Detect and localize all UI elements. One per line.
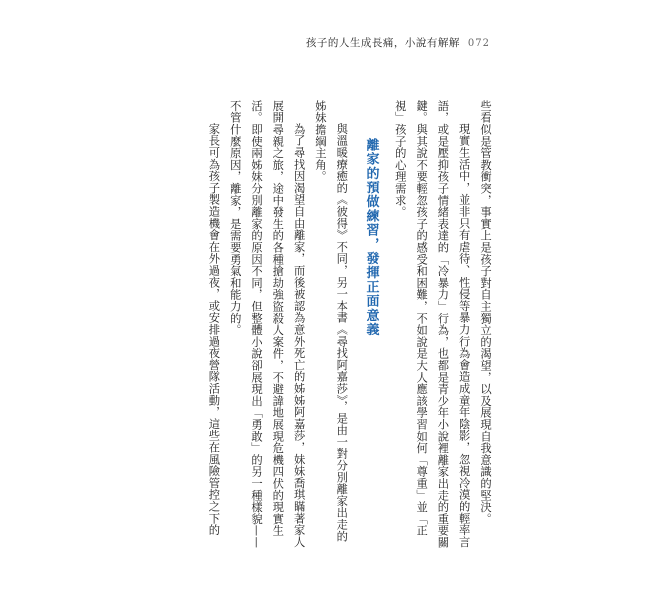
- paragraph-5: 家長可為孩子製造機會在外過夜，或安排過夜營隊活動，這些在風險管控之下的: [207, 122, 221, 536]
- paragraph-1: 些看似是管教衝突，事實上是孩子對自主獨立的渴望，以及展現自我意識的堅決。: [479, 100, 492, 525]
- book-title: 孩子的人生成長痛，小說有解解: [305, 37, 460, 49]
- page-number: 072: [467, 38, 490, 49]
- paragraph-3: 與溫暖療癒的《彼得》不同，另一本書《尋找阿嘉莎》，是由一對分別離家出走的姊妹擔綱主角。: [313, 100, 349, 542]
- running-header: [306, 35, 490, 50]
- paragraph-4: 為了尋找因渴望自由離家，而後被認為意外死亡的姊姊阿嘉莎，妹妹喬琪瞞著家人展開尋親之旅，途中發生的各種搶劫強盜殺人案件，不避諱地展現危機四伏的現實生活。即使兩姊妹分別離家的原因不同，但整體小說卻展現出「勇敢」的另一種樣貌——不管什麼原因，離家，是需要勇氣和能力的。: [228, 100, 306, 549]
- paragraph-2: 現實生活中，並非只有虐待、性侵等暴力行為會造成童年陰影，忽視冷漠的輕率言語，或是壓抑孩子情緒表達的「冷暴力」行為，也都是青少年小說裡離家出走的重要關鍵。與其說不要輕忽孩子的感受和困難，不如說是大人應該學習如何「尊重」並「正視」孩子的心理需求。: [393, 100, 471, 549]
- vertical-body-text: [186, 100, 496, 550]
- section-heading: 離家的預做練習，發揮正面意義: [363, 137, 379, 337]
